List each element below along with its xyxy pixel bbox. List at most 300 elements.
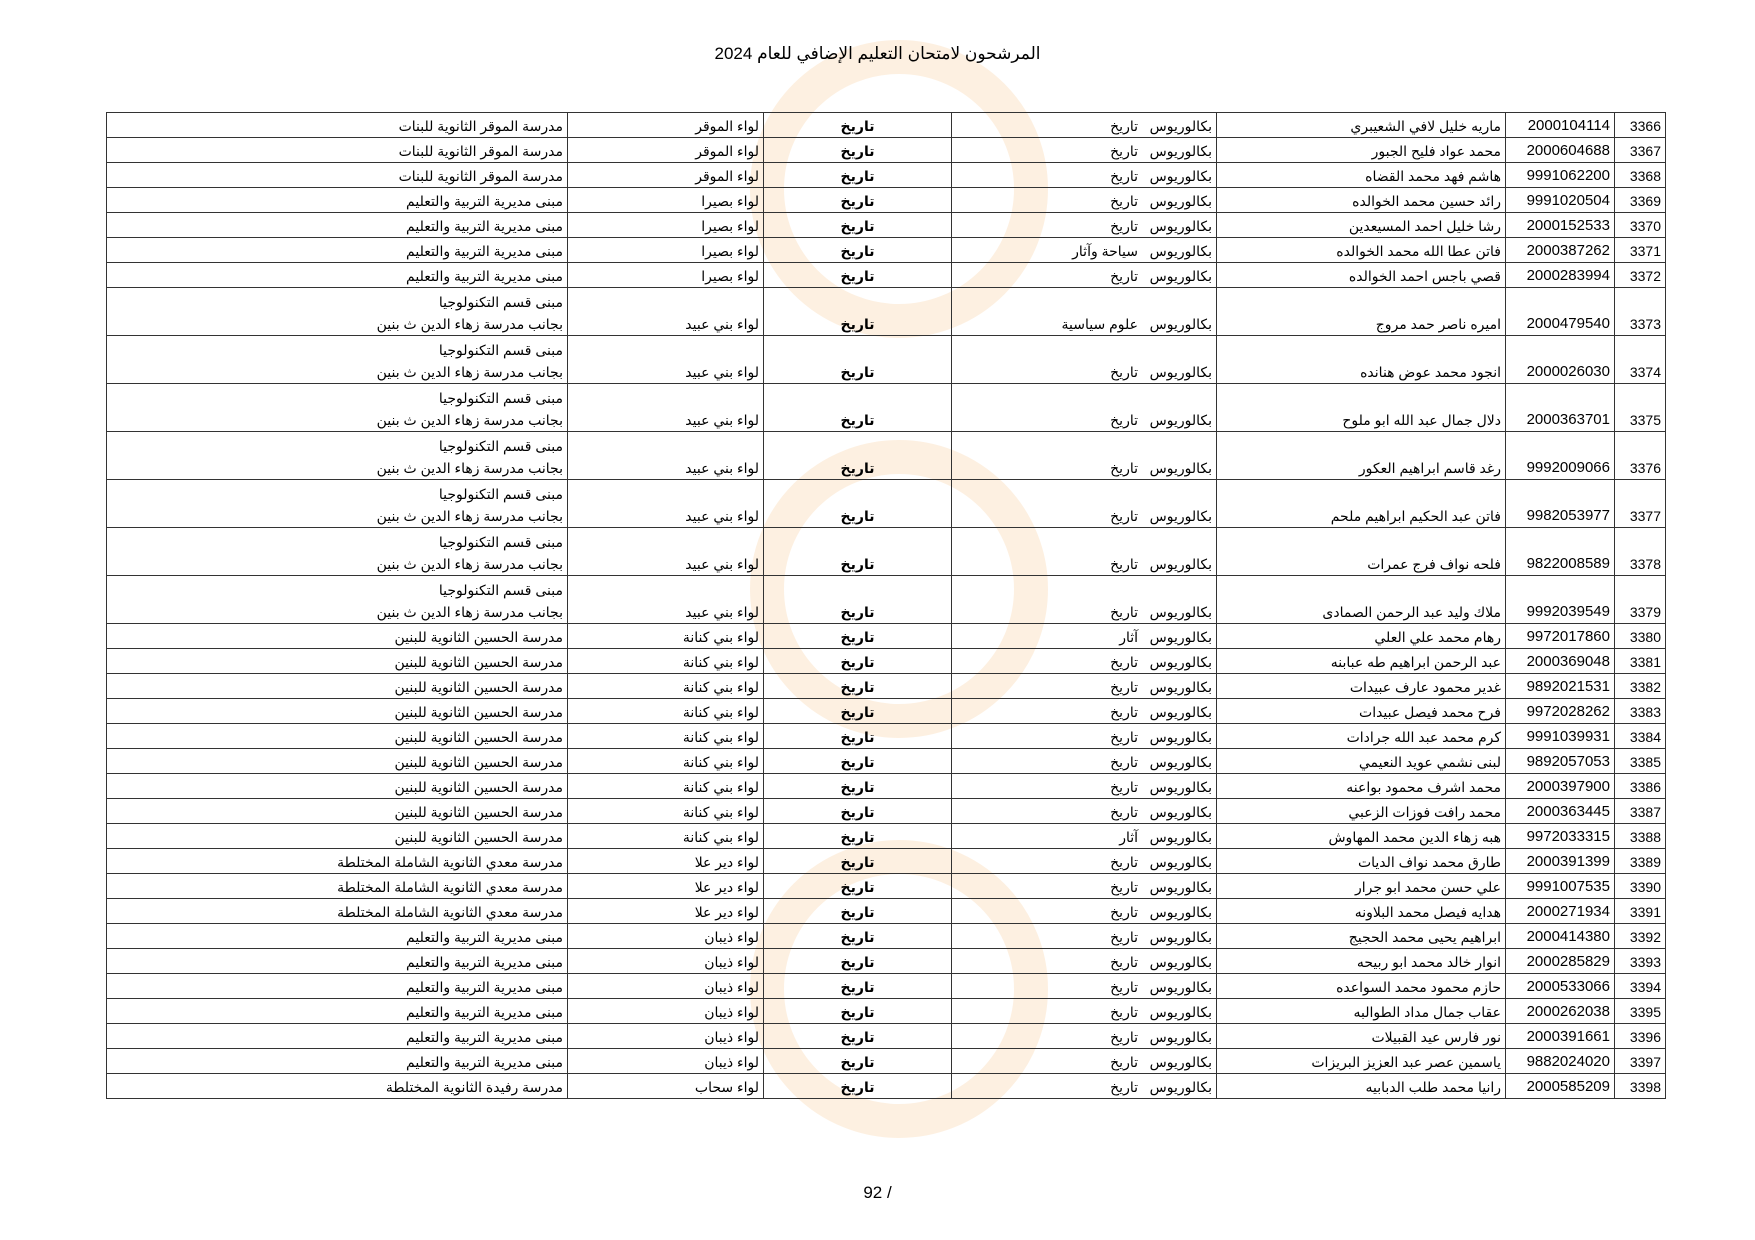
candidate-name-cell: هدايه فيصل محمد البلاونه xyxy=(1217,899,1506,924)
national-id-cell: 2000391661 xyxy=(1506,1024,1615,1049)
national-id-cell: 9982053977 xyxy=(1506,480,1615,528)
directorate-cell: لواء بني كنانة xyxy=(568,674,764,699)
national-id-cell: 9972033315 xyxy=(1506,824,1615,849)
sequence-cell: 3375 xyxy=(1615,384,1666,432)
table-row xyxy=(107,1024,1666,1049)
table-row xyxy=(107,288,1666,336)
degree-cell: بكالوريوس xyxy=(1142,432,1217,480)
table-row xyxy=(107,824,1666,849)
major-cell: آثار xyxy=(952,624,1143,649)
exam-subject-cell: تاريخ xyxy=(764,384,952,432)
table-row xyxy=(107,432,1666,480)
exam-center-cell: مبنى مديرية التربية والتعليم xyxy=(107,1049,568,1074)
major-cell: تاريخ xyxy=(952,1024,1143,1049)
exam-center-cell: مبنى مديرية التربية والتعليم xyxy=(107,1024,568,1049)
directorate-cell: لواء ذيبان xyxy=(568,974,764,999)
national-id-cell: 2000387262 xyxy=(1506,238,1615,263)
major-cell: تاريخ xyxy=(952,674,1143,699)
directorate-cell: لواء بني عبيد xyxy=(568,576,764,624)
degree-cell: بكالوريوس xyxy=(1142,899,1217,924)
sequence-cell: 3384 xyxy=(1615,724,1666,749)
directorate-cell: لواء بصيرا xyxy=(568,213,764,238)
candidate-name-cell: رائد حسين محمد الخوالده xyxy=(1217,188,1506,213)
directorate-cell: لواء بني كنانة xyxy=(568,749,764,774)
major-cell: تاريخ xyxy=(952,1049,1143,1074)
exam-subject-cell: تاريخ xyxy=(764,336,952,384)
table-row xyxy=(107,624,1666,649)
degree-cell: بكالوريوس xyxy=(1142,999,1217,1024)
directorate-cell: لواء بني كنانة xyxy=(568,824,764,849)
degree-cell: بكالوريوس xyxy=(1142,849,1217,874)
degree-cell: بكالوريوس xyxy=(1142,163,1217,188)
table-row xyxy=(107,749,1666,774)
major-cell: تاريخ xyxy=(952,384,1143,432)
table-row xyxy=(107,699,1666,724)
exam-center-cell: مبنى قسم التكنولوجيا بجانب مدرسة زهاء الدين ث بنين xyxy=(107,480,568,528)
national-id-cell: 2000369048 xyxy=(1506,649,1615,674)
candidate-name-cell: فرح محمد فيصل عبيدات xyxy=(1217,699,1506,724)
national-id-cell: 2000604688 xyxy=(1506,138,1615,163)
exam-subject-cell: تاريخ xyxy=(764,799,952,824)
directorate-cell: لواء بني عبيد xyxy=(568,384,764,432)
exam-subject-cell: تاريخ xyxy=(764,263,952,288)
candidate-name-cell: قصي باجس احمد الخوالده xyxy=(1217,263,1506,288)
exam-subject-cell: تاريخ xyxy=(764,774,952,799)
exam-center-cell: مدرسة الحسين الثانوية للبنين xyxy=(107,799,568,824)
candidate-name-cell: انجود محمد عوض هنانده xyxy=(1217,336,1506,384)
directorate-cell: لواء ذيبان xyxy=(568,924,764,949)
exam-subject-cell: تاريخ xyxy=(764,824,952,849)
page-title: المرشحون لامتحان التعليم الإضافي للعام 2024 xyxy=(714,44,1041,63)
degree-cell: بكالوريوس xyxy=(1142,576,1217,624)
degree-cell: بكالوريوس xyxy=(1142,1024,1217,1049)
exam-subject-cell: تاريخ xyxy=(764,899,952,924)
national-id-cell: 2000414380 xyxy=(1506,924,1615,949)
degree-cell: بكالوريوس xyxy=(1142,724,1217,749)
sequence-cell: 3385 xyxy=(1615,749,1666,774)
degree-cell: بكالوريوس xyxy=(1142,799,1217,824)
major-cell: تاريخ xyxy=(952,849,1143,874)
sequence-cell: 3390 xyxy=(1615,874,1666,899)
exam-subject-cell: تاريخ xyxy=(764,974,952,999)
exam-center-cell: مدرسة الحسين الثانوية للبنين xyxy=(107,674,568,699)
national-id-cell: 2000152533 xyxy=(1506,213,1615,238)
major-cell: تاريخ xyxy=(952,163,1143,188)
degree-cell: بكالوريوس xyxy=(1142,949,1217,974)
degree-cell: بكالوريوس xyxy=(1142,213,1217,238)
major-cell: تاريخ xyxy=(952,649,1143,674)
national-id-cell: 9991039931 xyxy=(1506,724,1615,749)
exam-subject-cell: تاريخ xyxy=(764,113,952,138)
candidate-name-cell: ملاك وليد عبد الرحمن الصمادى xyxy=(1217,576,1506,624)
national-id-cell: 2000363445 xyxy=(1506,799,1615,824)
major-cell: تاريخ xyxy=(952,699,1143,724)
exam-center-cell: مدرسة معدي الثانوية الشاملة المختلطة xyxy=(107,899,568,924)
exam-subject-cell: تاريخ xyxy=(764,1024,952,1049)
table-row xyxy=(107,849,1666,874)
exam-center-cell: مبنى قسم التكنولوجيا بجانب مدرسة زهاء الدين ث بنين xyxy=(107,336,568,384)
exam-center-cell: مدرسة الموقر الثانوية للبنات xyxy=(107,113,568,138)
exam-center-cell: مبنى مديرية التربية والتعليم xyxy=(107,924,568,949)
national-id-cell: 9972028262 xyxy=(1506,699,1615,724)
exam-subject-cell: تاريخ xyxy=(764,288,952,336)
directorate-cell: لواء بني عبيد xyxy=(568,480,764,528)
sequence-cell: 3395 xyxy=(1615,999,1666,1024)
exam-subject-cell: تاريخ xyxy=(764,674,952,699)
sequence-cell: 3387 xyxy=(1615,799,1666,824)
sequence-cell: 3369 xyxy=(1615,188,1666,213)
candidate-name-cell: فاتن عطا الله محمد الخوالده xyxy=(1217,238,1506,263)
exam-subject-cell: تاريخ xyxy=(764,163,952,188)
sequence-cell: 3398 xyxy=(1615,1074,1666,1099)
sequence-cell: 3376 xyxy=(1615,432,1666,480)
directorate-cell: لواء بني كنانة xyxy=(568,699,764,724)
table-row xyxy=(107,649,1666,674)
candidate-name-cell: نور فارس عيد القبيلات xyxy=(1217,1024,1506,1049)
exam-subject-cell: تاريخ xyxy=(764,924,952,949)
directorate-cell: لواء دير علا xyxy=(568,874,764,899)
major-cell: تاريخ xyxy=(952,1074,1143,1099)
directorate-cell: لواء بني كنانة xyxy=(568,624,764,649)
degree-cell: بكالوريوس xyxy=(1142,874,1217,899)
table-row xyxy=(107,113,1666,138)
major-cell: تاريخ xyxy=(952,924,1143,949)
directorate-cell: لواء دير علا xyxy=(568,899,764,924)
directorate-cell: لواء ذيبان xyxy=(568,949,764,974)
table-row xyxy=(107,799,1666,824)
candidate-name-cell: ماريه خليل لافي الشعيبري xyxy=(1217,113,1506,138)
table-row xyxy=(107,724,1666,749)
national-id-cell: 9991062200 xyxy=(1506,163,1615,188)
exam-center-cell: مدرسة الحسين الثانوية للبنين xyxy=(107,624,568,649)
exam-center-cell: مبنى مديرية التربية والتعليم xyxy=(107,238,568,263)
exam-center-cell: مبنى قسم التكنولوجيا بجانب مدرسة زهاء الدين ث بنين xyxy=(107,384,568,432)
exam-center-cell: مدرسة معدي الثانوية الشاملة المختلطة xyxy=(107,874,568,899)
sequence-cell: 3368 xyxy=(1615,163,1666,188)
sequence-cell: 3394 xyxy=(1615,974,1666,999)
national-id-cell: 9991020504 xyxy=(1506,188,1615,213)
degree-cell: بكالوريوس xyxy=(1142,188,1217,213)
national-id-cell: 2000026030 xyxy=(1506,336,1615,384)
directorate-cell: لواء الموقر xyxy=(568,113,764,138)
candidate-name-cell: محمد عواد فليح الجبور xyxy=(1217,138,1506,163)
table-row xyxy=(107,576,1666,624)
candidate-name-cell: فاتن عبد الحكيم ابراهيم ملحم xyxy=(1217,480,1506,528)
sequence-cell: 3391 xyxy=(1615,899,1666,924)
sequence-cell: 3373 xyxy=(1615,288,1666,336)
exam-subject-cell: تاريخ xyxy=(764,188,952,213)
exam-subject-cell: تاريخ xyxy=(764,1074,952,1099)
sequence-cell: 3382 xyxy=(1615,674,1666,699)
degree-cell: بكالوريوس xyxy=(1142,674,1217,699)
exam-center-cell: مبنى قسم التكنولوجيا بجانب مدرسة زهاء الدين ث بنين xyxy=(107,288,568,336)
table-row xyxy=(107,188,1666,213)
degree-cell: بكالوريوس xyxy=(1142,138,1217,163)
national-id-cell: 9992039549 xyxy=(1506,576,1615,624)
degree-cell: بكالوريوس xyxy=(1142,624,1217,649)
exam-center-cell: مدرسة الموقر الثانوية للبنات xyxy=(107,163,568,188)
major-cell: تاريخ xyxy=(952,874,1143,899)
national-id-cell: 9991007535 xyxy=(1506,874,1615,899)
exam-center-cell: مدرسة الحسين الثانوية للبنين xyxy=(107,724,568,749)
sequence-cell: 3383 xyxy=(1615,699,1666,724)
table-row xyxy=(107,1049,1666,1074)
national-id-cell: 9972017860 xyxy=(1506,624,1615,649)
table-row xyxy=(107,384,1666,432)
exam-center-cell: مدرسة الحسين الثانوية للبنين xyxy=(107,774,568,799)
directorate-cell: لواء الموقر xyxy=(568,138,764,163)
candidate-name-cell: ابراهيم يحيى محمد الحجيج xyxy=(1217,924,1506,949)
table-row xyxy=(107,213,1666,238)
national-id-cell: 9822008589 xyxy=(1506,528,1615,576)
directorate-cell: لواء بني كنانة xyxy=(568,774,764,799)
exam-subject-cell: تاريخ xyxy=(764,699,952,724)
directorate-cell: لواء بصيرا xyxy=(568,238,764,263)
exam-subject-cell: تاريخ xyxy=(764,238,952,263)
sequence-cell: 3374 xyxy=(1615,336,1666,384)
exam-center-cell: مدرسة معدي الثانوية الشاملة المختلطة xyxy=(107,849,568,874)
directorate-cell: لواء الموقر xyxy=(568,163,764,188)
sequence-cell: 3366 xyxy=(1615,113,1666,138)
directorate-cell: لواء بني عبيد xyxy=(568,288,764,336)
national-id-cell: 2000271934 xyxy=(1506,899,1615,924)
candidate-name-cell: رانيا محمد طلب الدبابيه xyxy=(1217,1074,1506,1099)
exam-subject-cell: تاريخ xyxy=(764,138,952,163)
exam-center-cell: مبنى قسم التكنولوجيا بجانب مدرسة زهاء الدين ث بنين xyxy=(107,432,568,480)
candidate-name-cell: رشا خليل احمد المسيعدين xyxy=(1217,213,1506,238)
major-cell: تاريخ xyxy=(952,263,1143,288)
exam-subject-cell: تاريخ xyxy=(764,949,952,974)
sequence-cell: 3397 xyxy=(1615,1049,1666,1074)
major-cell: تاريخ xyxy=(952,999,1143,1024)
candidate-name-cell: فلحه نواف فرج عمرات xyxy=(1217,528,1506,576)
candidate-name-cell: هبه زهاء الدين محمد المهاوش xyxy=(1217,824,1506,849)
major-cell: تاريخ xyxy=(952,899,1143,924)
major-cell: تاريخ xyxy=(952,138,1143,163)
major-cell: تاريخ xyxy=(952,774,1143,799)
exam-subject-cell: تاريخ xyxy=(764,528,952,576)
degree-cell: بكالوريوس xyxy=(1142,528,1217,576)
exam-subject-cell: تاريخ xyxy=(764,1049,952,1074)
sequence-cell: 3370 xyxy=(1615,213,1666,238)
national-id-cell: 9892021531 xyxy=(1506,674,1615,699)
degree-cell: بكالوريوس xyxy=(1142,774,1217,799)
degree-cell: بكالوريوس xyxy=(1142,238,1217,263)
exam-center-cell: مبنى مديرية التربية والتعليم xyxy=(107,188,568,213)
exam-center-cell: مبنى قسم التكنولوجيا بجانب مدرسة زهاء الدين ث بنين xyxy=(107,576,568,624)
table-row xyxy=(107,263,1666,288)
exam-subject-cell: تاريخ xyxy=(764,849,952,874)
major-cell: تاريخ xyxy=(952,528,1143,576)
directorate-cell: لواء بني كنانة xyxy=(568,649,764,674)
major-cell: تاريخ xyxy=(952,113,1143,138)
sequence-cell: 3396 xyxy=(1615,1024,1666,1049)
exam-center-cell: مدرسة رفيدة الثانوية المختلطة xyxy=(107,1074,568,1099)
major-cell: علوم سياسية xyxy=(952,288,1143,336)
national-id-cell: 9892057053 xyxy=(1506,749,1615,774)
candidate-name-cell: عبد الرحمن ابراهيم طه عبابنه xyxy=(1217,649,1506,674)
national-id-cell: 9882024020 xyxy=(1506,1049,1615,1074)
exam-center-cell: مبنى قسم التكنولوجيا بجانب مدرسة زهاء الدين ث بنين xyxy=(107,528,568,576)
table-row xyxy=(107,138,1666,163)
national-id-cell: 2000283994 xyxy=(1506,263,1615,288)
major-cell: تاريخ xyxy=(952,336,1143,384)
table-row xyxy=(107,480,1666,528)
exam-center-cell: مدرسة الحسين الثانوية للبنين xyxy=(107,749,568,774)
candidate-name-cell: دلال جمال عبد الله ابو ملوح xyxy=(1217,384,1506,432)
exam-subject-cell: تاريخ xyxy=(764,749,952,774)
major-cell: تاريخ xyxy=(952,213,1143,238)
candidate-name-cell: كرم محمد عبد الله جرادات xyxy=(1217,724,1506,749)
table-row xyxy=(107,874,1666,899)
directorate-cell: لواء دير علا xyxy=(568,849,764,874)
candidate-name-cell: محمد اشرف محمود بواعنه xyxy=(1217,774,1506,799)
major-cell: تاريخ xyxy=(952,480,1143,528)
major-cell: تاريخ xyxy=(952,799,1143,824)
major-cell: آثار xyxy=(952,824,1143,849)
major-cell: تاريخ xyxy=(952,432,1143,480)
directorate-cell: لواء بصيرا xyxy=(568,263,764,288)
national-id-cell: 2000391399 xyxy=(1506,849,1615,874)
candidate-name-cell: هاشم فهد محمد القضاه xyxy=(1217,163,1506,188)
directorate-cell: لواء ذيبان xyxy=(568,1049,764,1074)
sequence-cell: 3389 xyxy=(1615,849,1666,874)
exam-subject-cell: تاريخ xyxy=(764,213,952,238)
exam-subject-cell: تاريخ xyxy=(764,999,952,1024)
major-cell: سياحة وآثار xyxy=(952,238,1143,263)
major-cell: تاريخ xyxy=(952,724,1143,749)
national-id-cell: 2000104114 xyxy=(1506,113,1615,138)
degree-cell: بكالوريوس xyxy=(1142,480,1217,528)
directorate-cell: لواء بني كنانة xyxy=(568,799,764,824)
table-row xyxy=(107,999,1666,1024)
sequence-cell: 3377 xyxy=(1615,480,1666,528)
degree-cell: بكالوريوس xyxy=(1142,649,1217,674)
candidate-name-cell: رغد قاسم ابراهيم العكور xyxy=(1217,432,1506,480)
candidates-table xyxy=(106,112,1666,1099)
table-row xyxy=(107,774,1666,799)
candidate-name-cell: ياسمين عصر عبد العزيز البريزات xyxy=(1217,1049,1506,1074)
table-row xyxy=(107,336,1666,384)
degree-cell: بكالوريوس xyxy=(1142,924,1217,949)
directorate-cell: لواء بني عبيد xyxy=(568,432,764,480)
major-cell: تاريخ xyxy=(952,974,1143,999)
candidate-name-cell: حازم محمود محمد السواعده xyxy=(1217,974,1506,999)
exam-center-cell: مبنى مديرية التربية والتعليم xyxy=(107,263,568,288)
exam-subject-cell: تاريخ xyxy=(764,649,952,674)
sequence-cell: 3392 xyxy=(1615,924,1666,949)
national-id-cell: 2000585209 xyxy=(1506,1074,1615,1099)
table-row xyxy=(107,899,1666,924)
candidate-name-cell: محمد رافت فوزات الزعبي xyxy=(1217,799,1506,824)
sequence-cell: 3372 xyxy=(1615,263,1666,288)
directorate-cell: لواء ذيبان xyxy=(568,1024,764,1049)
degree-cell: بكالوريوس xyxy=(1142,824,1217,849)
candidate-name-cell: انوار خالد محمد ابو ربيحه xyxy=(1217,949,1506,974)
exam-subject-cell: تاريخ xyxy=(764,724,952,749)
candidate-name-cell: لبنى نشمي عويد النعيمي xyxy=(1217,749,1506,774)
candidate-name-cell: اميره ناصر حمد مروج xyxy=(1217,288,1506,336)
exam-center-cell: مبنى مديرية التربية والتعليم xyxy=(107,949,568,974)
national-id-cell: 9992009066 xyxy=(1506,432,1615,480)
degree-cell: بكالوريوس xyxy=(1142,1049,1217,1074)
table-row xyxy=(107,1074,1666,1099)
sequence-cell: 3381 xyxy=(1615,649,1666,674)
table-row xyxy=(107,924,1666,949)
table-row xyxy=(107,974,1666,999)
directorate-cell: لواء بصيرا xyxy=(568,188,764,213)
national-id-cell: 2000397900 xyxy=(1506,774,1615,799)
exam-subject-cell: تاريخ xyxy=(764,874,952,899)
directorate-cell: لواء ذيبان xyxy=(568,999,764,1024)
sequence-cell: 3393 xyxy=(1615,949,1666,974)
degree-cell: بكالوريوس xyxy=(1142,336,1217,384)
national-id-cell: 2000479540 xyxy=(1506,288,1615,336)
sequence-cell: 3386 xyxy=(1615,774,1666,799)
directorate-cell: لواء بني عبيد xyxy=(568,336,764,384)
degree-cell: بكالوريوس xyxy=(1142,1074,1217,1099)
national-id-cell: 2000262038 xyxy=(1506,999,1615,1024)
sequence-cell: 3388 xyxy=(1615,824,1666,849)
sequence-cell: 3367 xyxy=(1615,138,1666,163)
exam-center-cell: مدرسة الحسين الثانوية للبنين xyxy=(107,699,568,724)
major-cell: تاريخ xyxy=(952,188,1143,213)
directorate-cell: لواء بني كنانة xyxy=(568,724,764,749)
table-row xyxy=(107,163,1666,188)
sequence-cell: 3378 xyxy=(1615,528,1666,576)
major-cell: تاريخ xyxy=(952,749,1143,774)
candidate-name-cell: عقاب جمال مداد الطوالبه xyxy=(1217,999,1506,1024)
candidate-name-cell: رهام محمد علي العلي xyxy=(1217,624,1506,649)
national-id-cell: 2000533066 xyxy=(1506,974,1615,999)
major-cell: تاريخ xyxy=(952,949,1143,974)
exam-subject-cell: تاريخ xyxy=(764,624,952,649)
sequence-cell: 3380 xyxy=(1615,624,1666,649)
major-cell: تاريخ xyxy=(952,576,1143,624)
directorate-cell: لواء بني عبيد xyxy=(568,528,764,576)
degree-cell: بكالوريوس xyxy=(1142,749,1217,774)
degree-cell: بكالوريوس xyxy=(1142,974,1217,999)
sequence-cell: 3371 xyxy=(1615,238,1666,263)
exam-subject-cell: تاريخ xyxy=(764,432,952,480)
table-row xyxy=(107,238,1666,263)
exam-center-cell: مبنى مديرية التربية والتعليم xyxy=(107,999,568,1024)
exam-subject-cell: تاريخ xyxy=(764,576,952,624)
national-id-cell: 2000363701 xyxy=(1506,384,1615,432)
page-number: 92 / xyxy=(863,1183,892,1202)
table-row xyxy=(107,949,1666,974)
degree-cell: بكالوريوس xyxy=(1142,263,1217,288)
candidate-name-cell: طارق محمد نواف الديات xyxy=(1217,849,1506,874)
exam-center-cell: مبنى مديرية التربية والتعليم xyxy=(107,213,568,238)
table-row xyxy=(107,674,1666,699)
sequence-cell: 3379 xyxy=(1615,576,1666,624)
exam-center-cell: مدرسة الحسين الثانوية للبنين xyxy=(107,649,568,674)
directorate-cell: لواء سحاب xyxy=(568,1074,764,1099)
degree-cell: بكالوريوس xyxy=(1142,699,1217,724)
exam-center-cell: مبنى مديرية التربية والتعليم xyxy=(107,974,568,999)
exam-center-cell: مدرسة الموقر الثانوية للبنات xyxy=(107,138,568,163)
degree-cell: بكالوريوس xyxy=(1142,384,1217,432)
national-id-cell: 2000285829 xyxy=(1506,949,1615,974)
exam-center-cell: مدرسة الحسين الثانوية للبنين xyxy=(107,824,568,849)
degree-cell: بكالوريوس xyxy=(1142,288,1217,336)
candidate-name-cell: غدير محمود عارف عبيدات xyxy=(1217,674,1506,699)
candidate-name-cell: علي حسن محمد ابو جرار xyxy=(1217,874,1506,899)
degree-cell: بكالوريوس xyxy=(1142,113,1217,138)
exam-subject-cell: تاريخ xyxy=(764,480,952,528)
table-row xyxy=(107,528,1666,576)
